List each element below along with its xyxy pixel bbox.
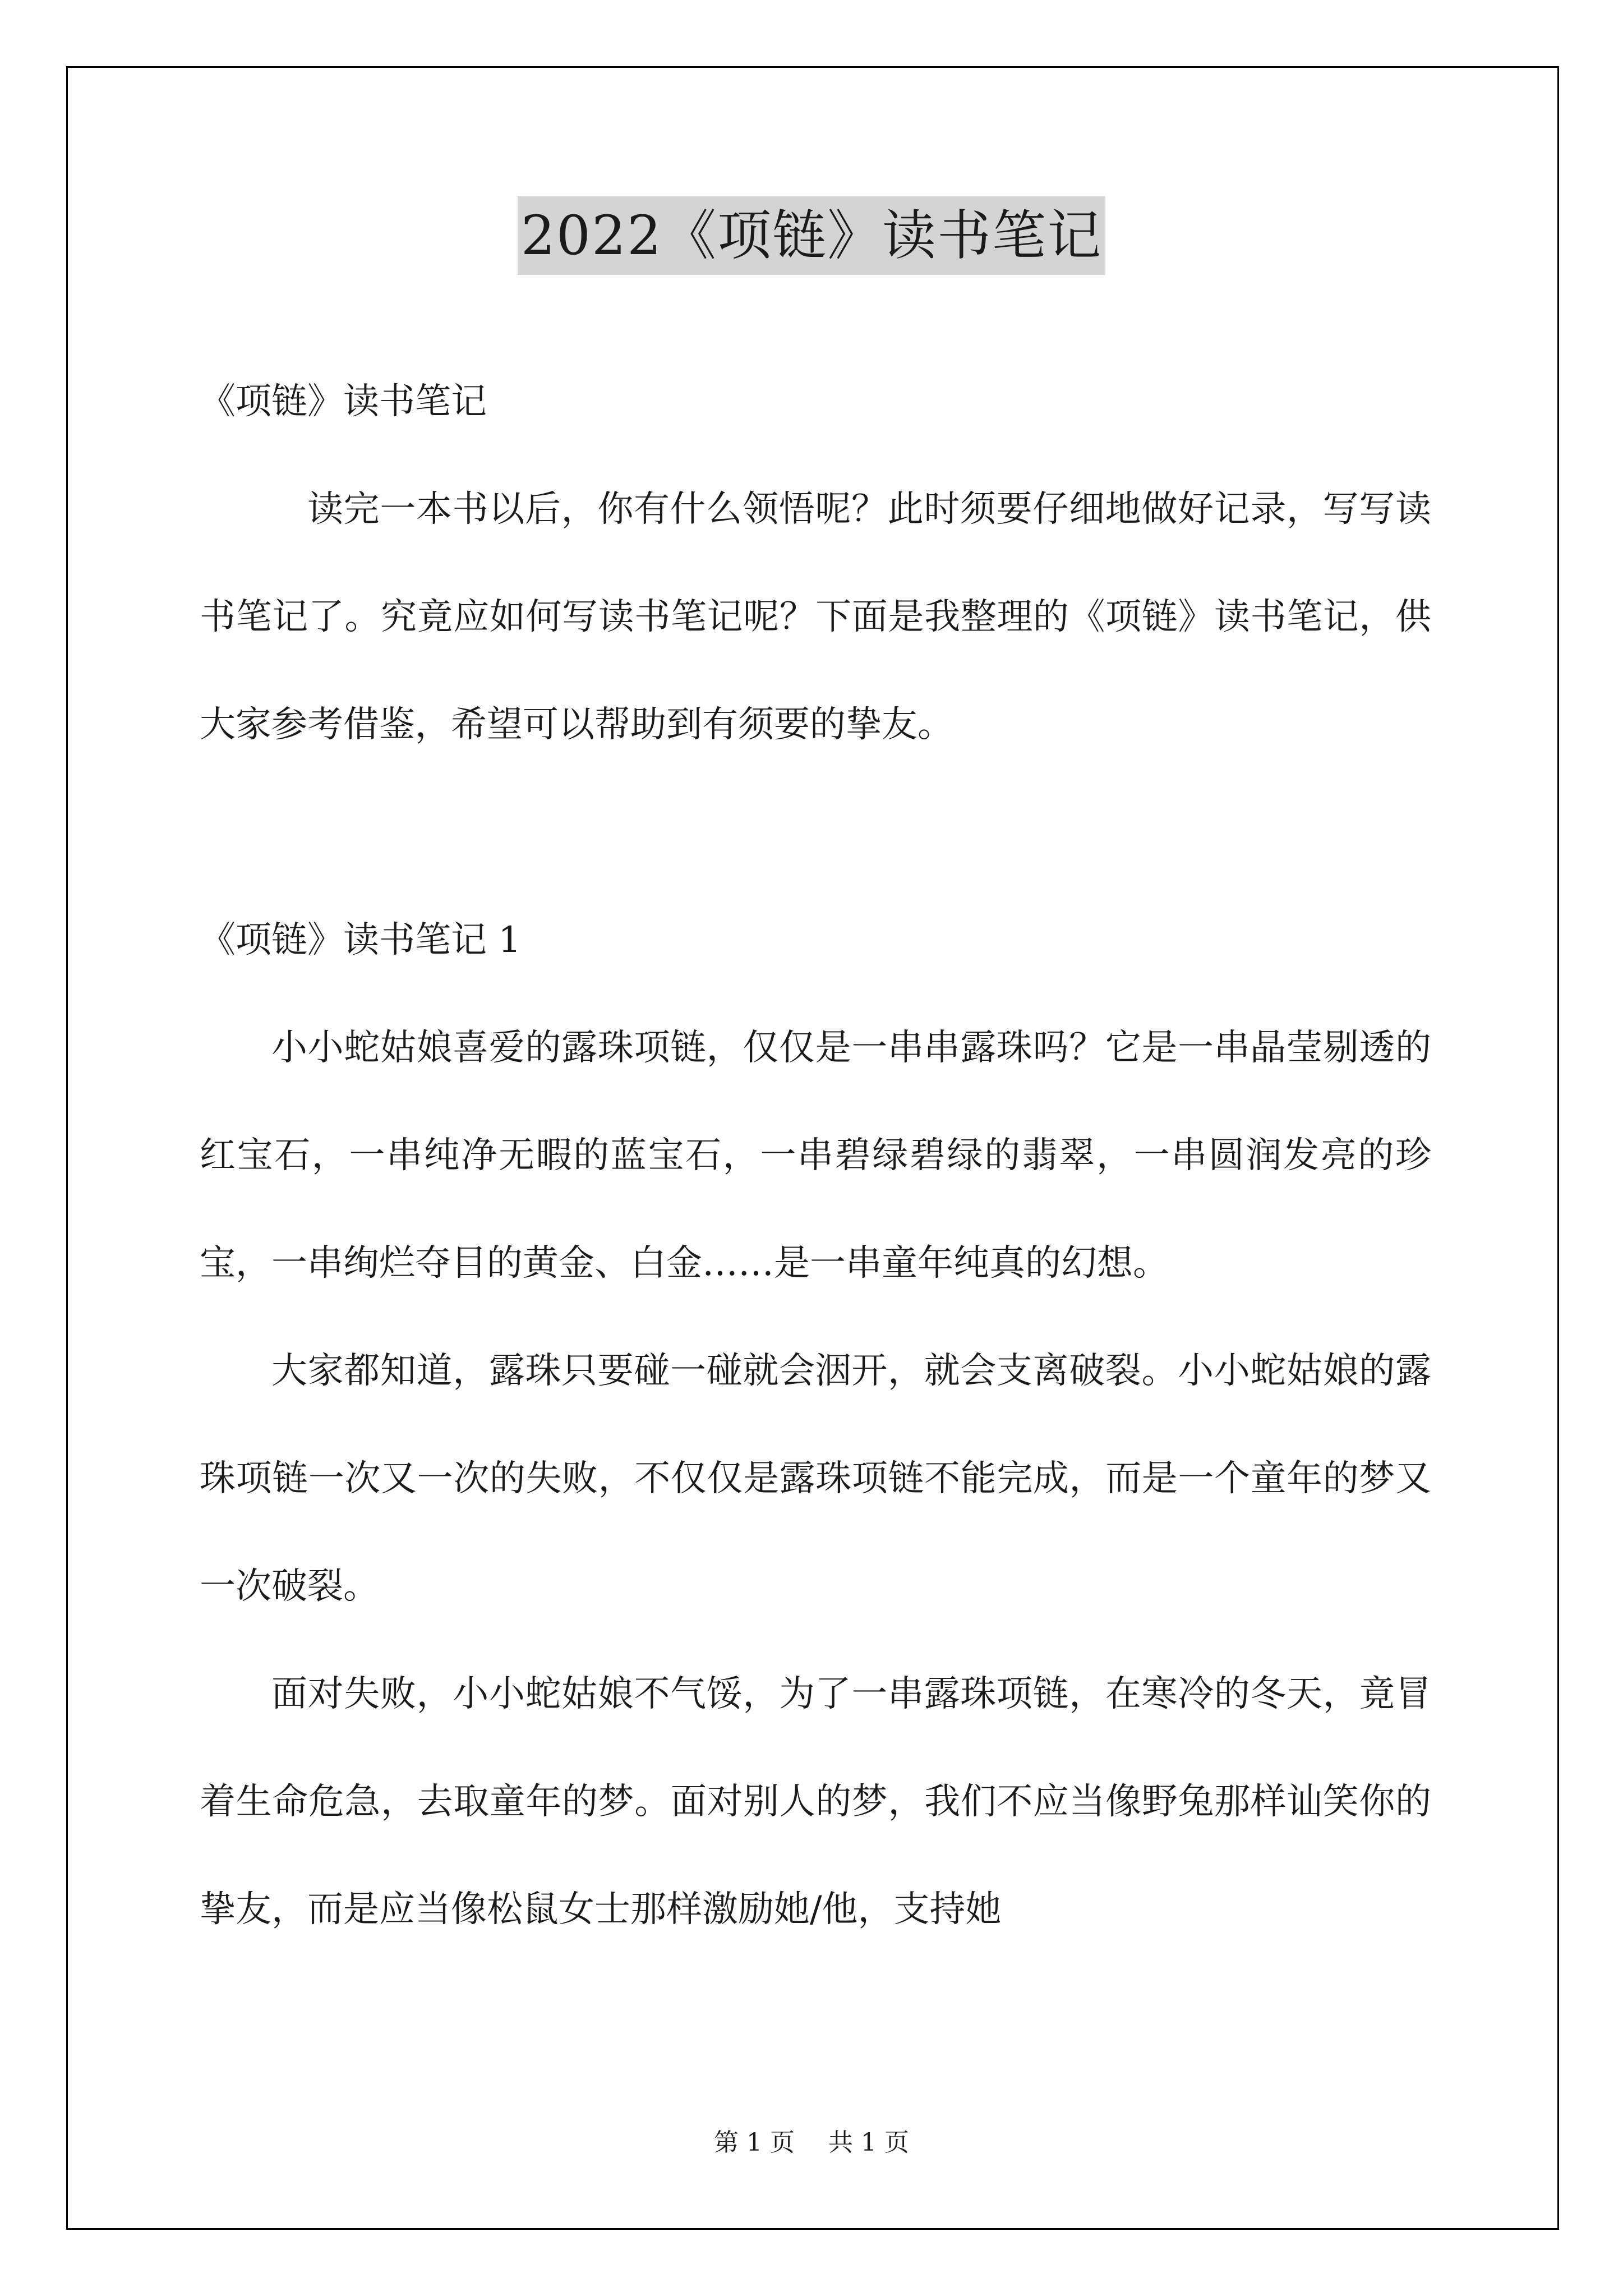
- document-body: [200, 348, 1431, 1963]
- page-total: 共 1 页: [828, 2128, 909, 2157]
- body-paragraph: 小小蛇姑娘喜爱的露珠项链，仅仅是一串串露珠吗？它是一串晶莹剔透的红宝石，一串纯净无暇的蓝宝石，一串碧绿碧绿的翡翠，一串圆润发亮的珍宝，一串绚烂夺目的黄金、白金……是一串童年纯真的幻想。: [200, 1027, 1431, 1284]
- title-container: [0, 196, 1623, 275]
- intro-heading: 《项链》读书笔记: [200, 381, 487, 422]
- document-title: 2022《项链》读书笔记: [518, 196, 1105, 275]
- section-heading: 《项链》读书笔记 1: [200, 919, 522, 961]
- intro-paragraph: 读完一本书以后，你有什么领悟呢？此时须要仔细地做好记录，写写读书笔记了。究竟应如何写读书笔记呢？下面是我整理的《项链》读书笔记，供大家参考借鉴，希望可以帮助到有须要的挚友。: [200, 489, 1431, 746]
- page-footer: [0, 2126, 1623, 2160]
- body-paragraph: 大家都知道，露珠只要碰一碰就会洇开，就会支离破裂。小小蛇姑娘的露珠项链一次又一次的失败，不仅仅是露珠项链不能完成，而是一个童年的梦又一次破裂。: [200, 1350, 1431, 1607]
- page-number: 第 1 页: [714, 2128, 795, 2157]
- body-paragraph: 面对失败，小小蛇姑娘不气馁，为了一串露珠项链，在寒冷的冬天，竟冒着生命危急，去取童年的梦。面对别人的梦，我们不应当像野兔那样讪笑你的挚友，而是应当像松鼠女士那样激励她/他，支持她: [200, 1673, 1431, 1930]
- spacer: [200, 779, 1431, 886]
